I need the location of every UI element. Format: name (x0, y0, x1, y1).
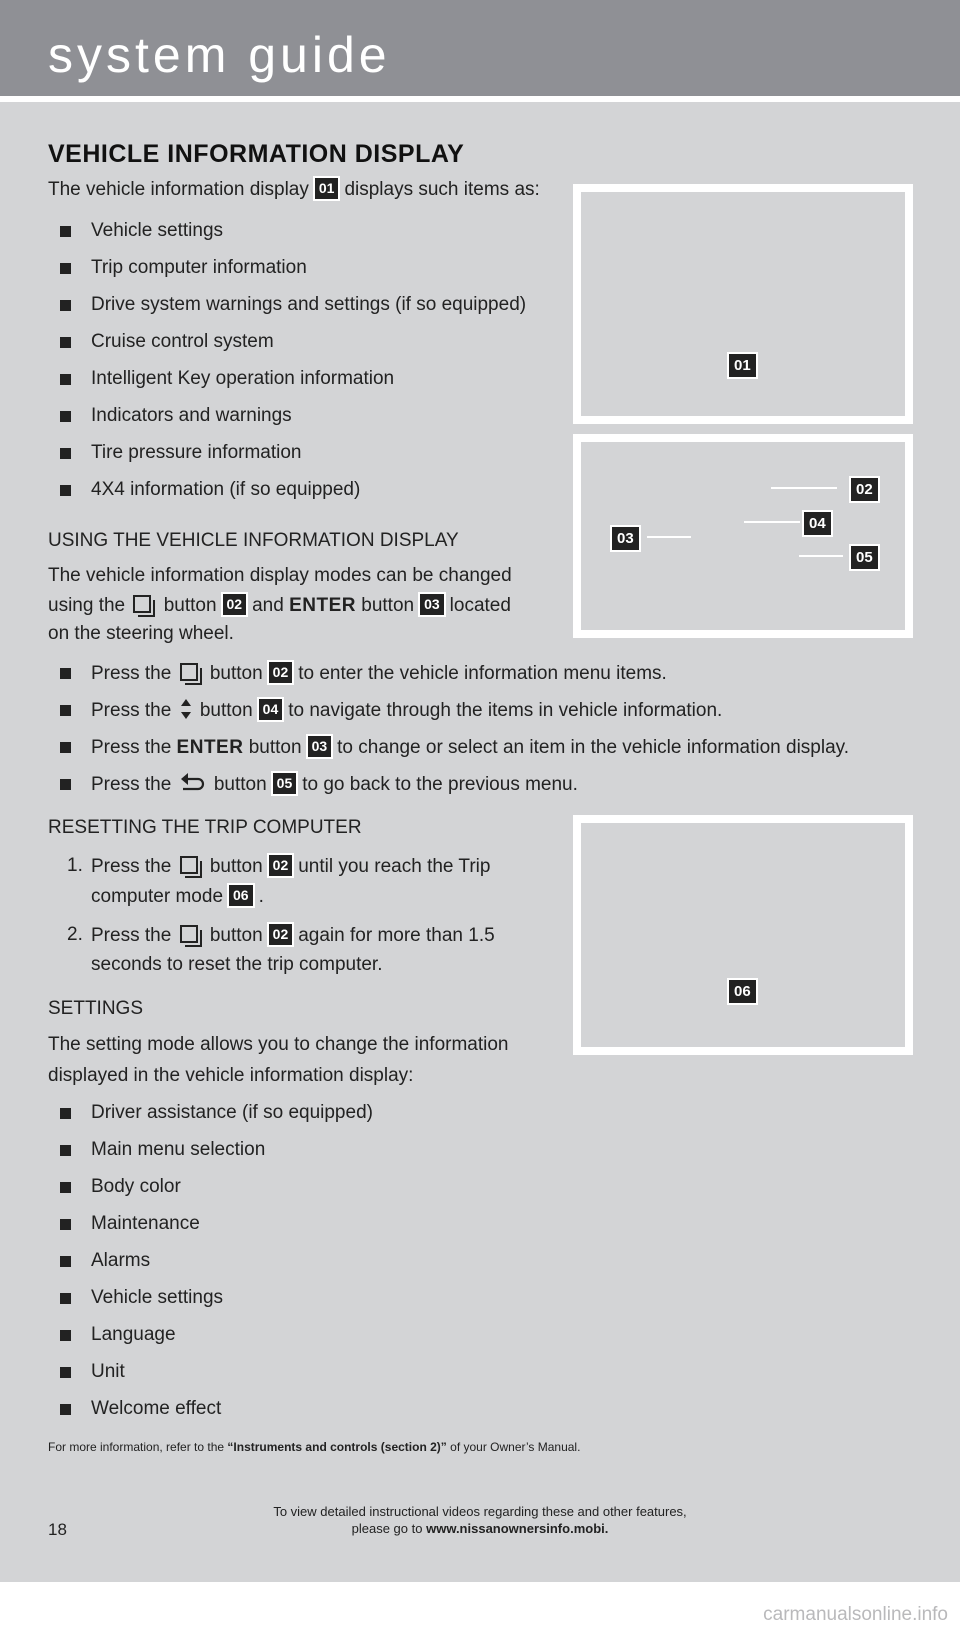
list-item: Trip computer information (48, 255, 307, 281)
list-item: Tire pressure information (48, 440, 301, 466)
leader-line (744, 521, 800, 523)
list-item: Welcome effect (48, 1396, 221, 1422)
square-button-icon (180, 925, 202, 947)
list-item: Press the button 05 to go back to the previous menu. (48, 771, 578, 798)
callout-badge-05: 05 (849, 544, 880, 571)
intro-text: The vehicle information display 01 displays such items as: (48, 176, 540, 203)
callout-badge-01: 01 (727, 352, 758, 379)
list-item: Cruise control system (48, 329, 274, 355)
list-item: Driver assistance (if so equipped) (48, 1100, 373, 1126)
reset-step-1-line2: computer mode 06 . (91, 883, 264, 910)
callout-badge-02: 02 (849, 476, 880, 503)
settings-paragraph: The setting mode allows you to change the information (48, 1034, 509, 1055)
figure-trip-computer (573, 815, 913, 1055)
square-button-icon (180, 856, 202, 878)
settings-paragraph-line2: displayed in the vehicle information display: (48, 1065, 414, 1086)
list-item: Drive system warnings and settings (if so equipped) (48, 292, 526, 318)
up-down-arrow-icon (180, 698, 192, 720)
square-button-icon (180, 663, 202, 685)
callout-badge-06: 06 (727, 978, 758, 1005)
list-item: Indicators and warnings (48, 403, 292, 429)
callout-badge-02: 02 (267, 922, 295, 947)
leader-line (799, 555, 843, 557)
callout-badge-01: 01 (313, 176, 341, 201)
enter-label: ENTER (289, 595, 356, 616)
square-button-icon (133, 595, 155, 617)
list-item: Vehicle settings (48, 218, 223, 244)
reset-step-1: Press the button 02 until you reach the Trip (91, 853, 490, 880)
page-number: 18 (48, 1520, 67, 1539)
callout-badge-05: 05 (271, 771, 299, 796)
list-item: Maintenance (48, 1211, 200, 1237)
footnote: For more information, refer to the “Instruments and controls (section 2)” of your Owner’s Manual. (48, 1440, 581, 1454)
step-number: 1. (67, 855, 83, 876)
watermark: carmanualsonline.info (763, 1604, 948, 1625)
list-item: Body color (48, 1174, 181, 1200)
footer-note: To view detailed instructional videos regarding these and other features, please go to www.nissanownersinfo.mobi. (273, 1504, 687, 1536)
callout-badge-02: 02 (267, 660, 295, 685)
callout-badge-02: 02 (221, 592, 249, 617)
back-arrow-icon (180, 772, 206, 794)
step-number: 2. (67, 924, 83, 945)
callout-badge-04: 04 (257, 697, 285, 722)
list-item: Press the button 02 to enter the vehicle information menu items. (48, 660, 667, 687)
list-item: 4X4 information (if so equipped) (48, 477, 360, 503)
reset-step-2: Press the button 02 again for more than 1.5 (91, 922, 495, 949)
using-paragraph-line2: using the button 02 and ENTER button 03 located (48, 592, 511, 619)
section-title: VEHICLE INFORMATION DISPLAY (48, 140, 465, 168)
list-item: Vehicle settings (48, 1285, 223, 1311)
list-item: Alarms (48, 1248, 150, 1274)
figure-display (573, 184, 913, 424)
leader-line (647, 536, 691, 538)
using-heading: USING THE VEHICLE INFORMATION DISPLAY (48, 530, 459, 551)
reset-heading: RESETTING THE TRIP COMPUTER (48, 817, 362, 838)
list-item: Main menu selection (48, 1137, 265, 1163)
list-item: Intelligent Key operation information (48, 366, 394, 392)
callout-badge-03: 03 (306, 734, 334, 759)
list-item: Press the button 04 to navigate through the items in vehicle information. (48, 697, 722, 724)
callout-badge-02: 02 (267, 853, 295, 878)
enter-label: ENTER (176, 737, 244, 758)
callout-badge-03: 03 (418, 592, 446, 617)
using-paragraph-line3: on the steering wheel. (48, 623, 234, 644)
list-item: Unit (48, 1359, 125, 1385)
list-item: Language (48, 1322, 176, 1348)
footer-link[interactable]: www.nissanownersinfo.mobi. (426, 1521, 609, 1536)
using-paragraph: The vehicle information display modes can be changed (48, 565, 512, 586)
list-item: Press the ENTER button 03 to change or select an item in the vehicle information display. (48, 734, 849, 761)
settings-heading: SETTINGS (48, 998, 144, 1019)
page-title: system guide (48, 27, 391, 83)
leader-line (771, 487, 837, 489)
reset-step-2-line2: seconds to reset the trip computer. (91, 954, 383, 975)
page-header (0, 0, 960, 96)
callout-badge-04: 04 (802, 510, 833, 537)
callout-badge-03: 03 (610, 525, 641, 552)
callout-badge-06: 06 (227, 883, 255, 908)
figure-steering-wheel (573, 434, 913, 638)
